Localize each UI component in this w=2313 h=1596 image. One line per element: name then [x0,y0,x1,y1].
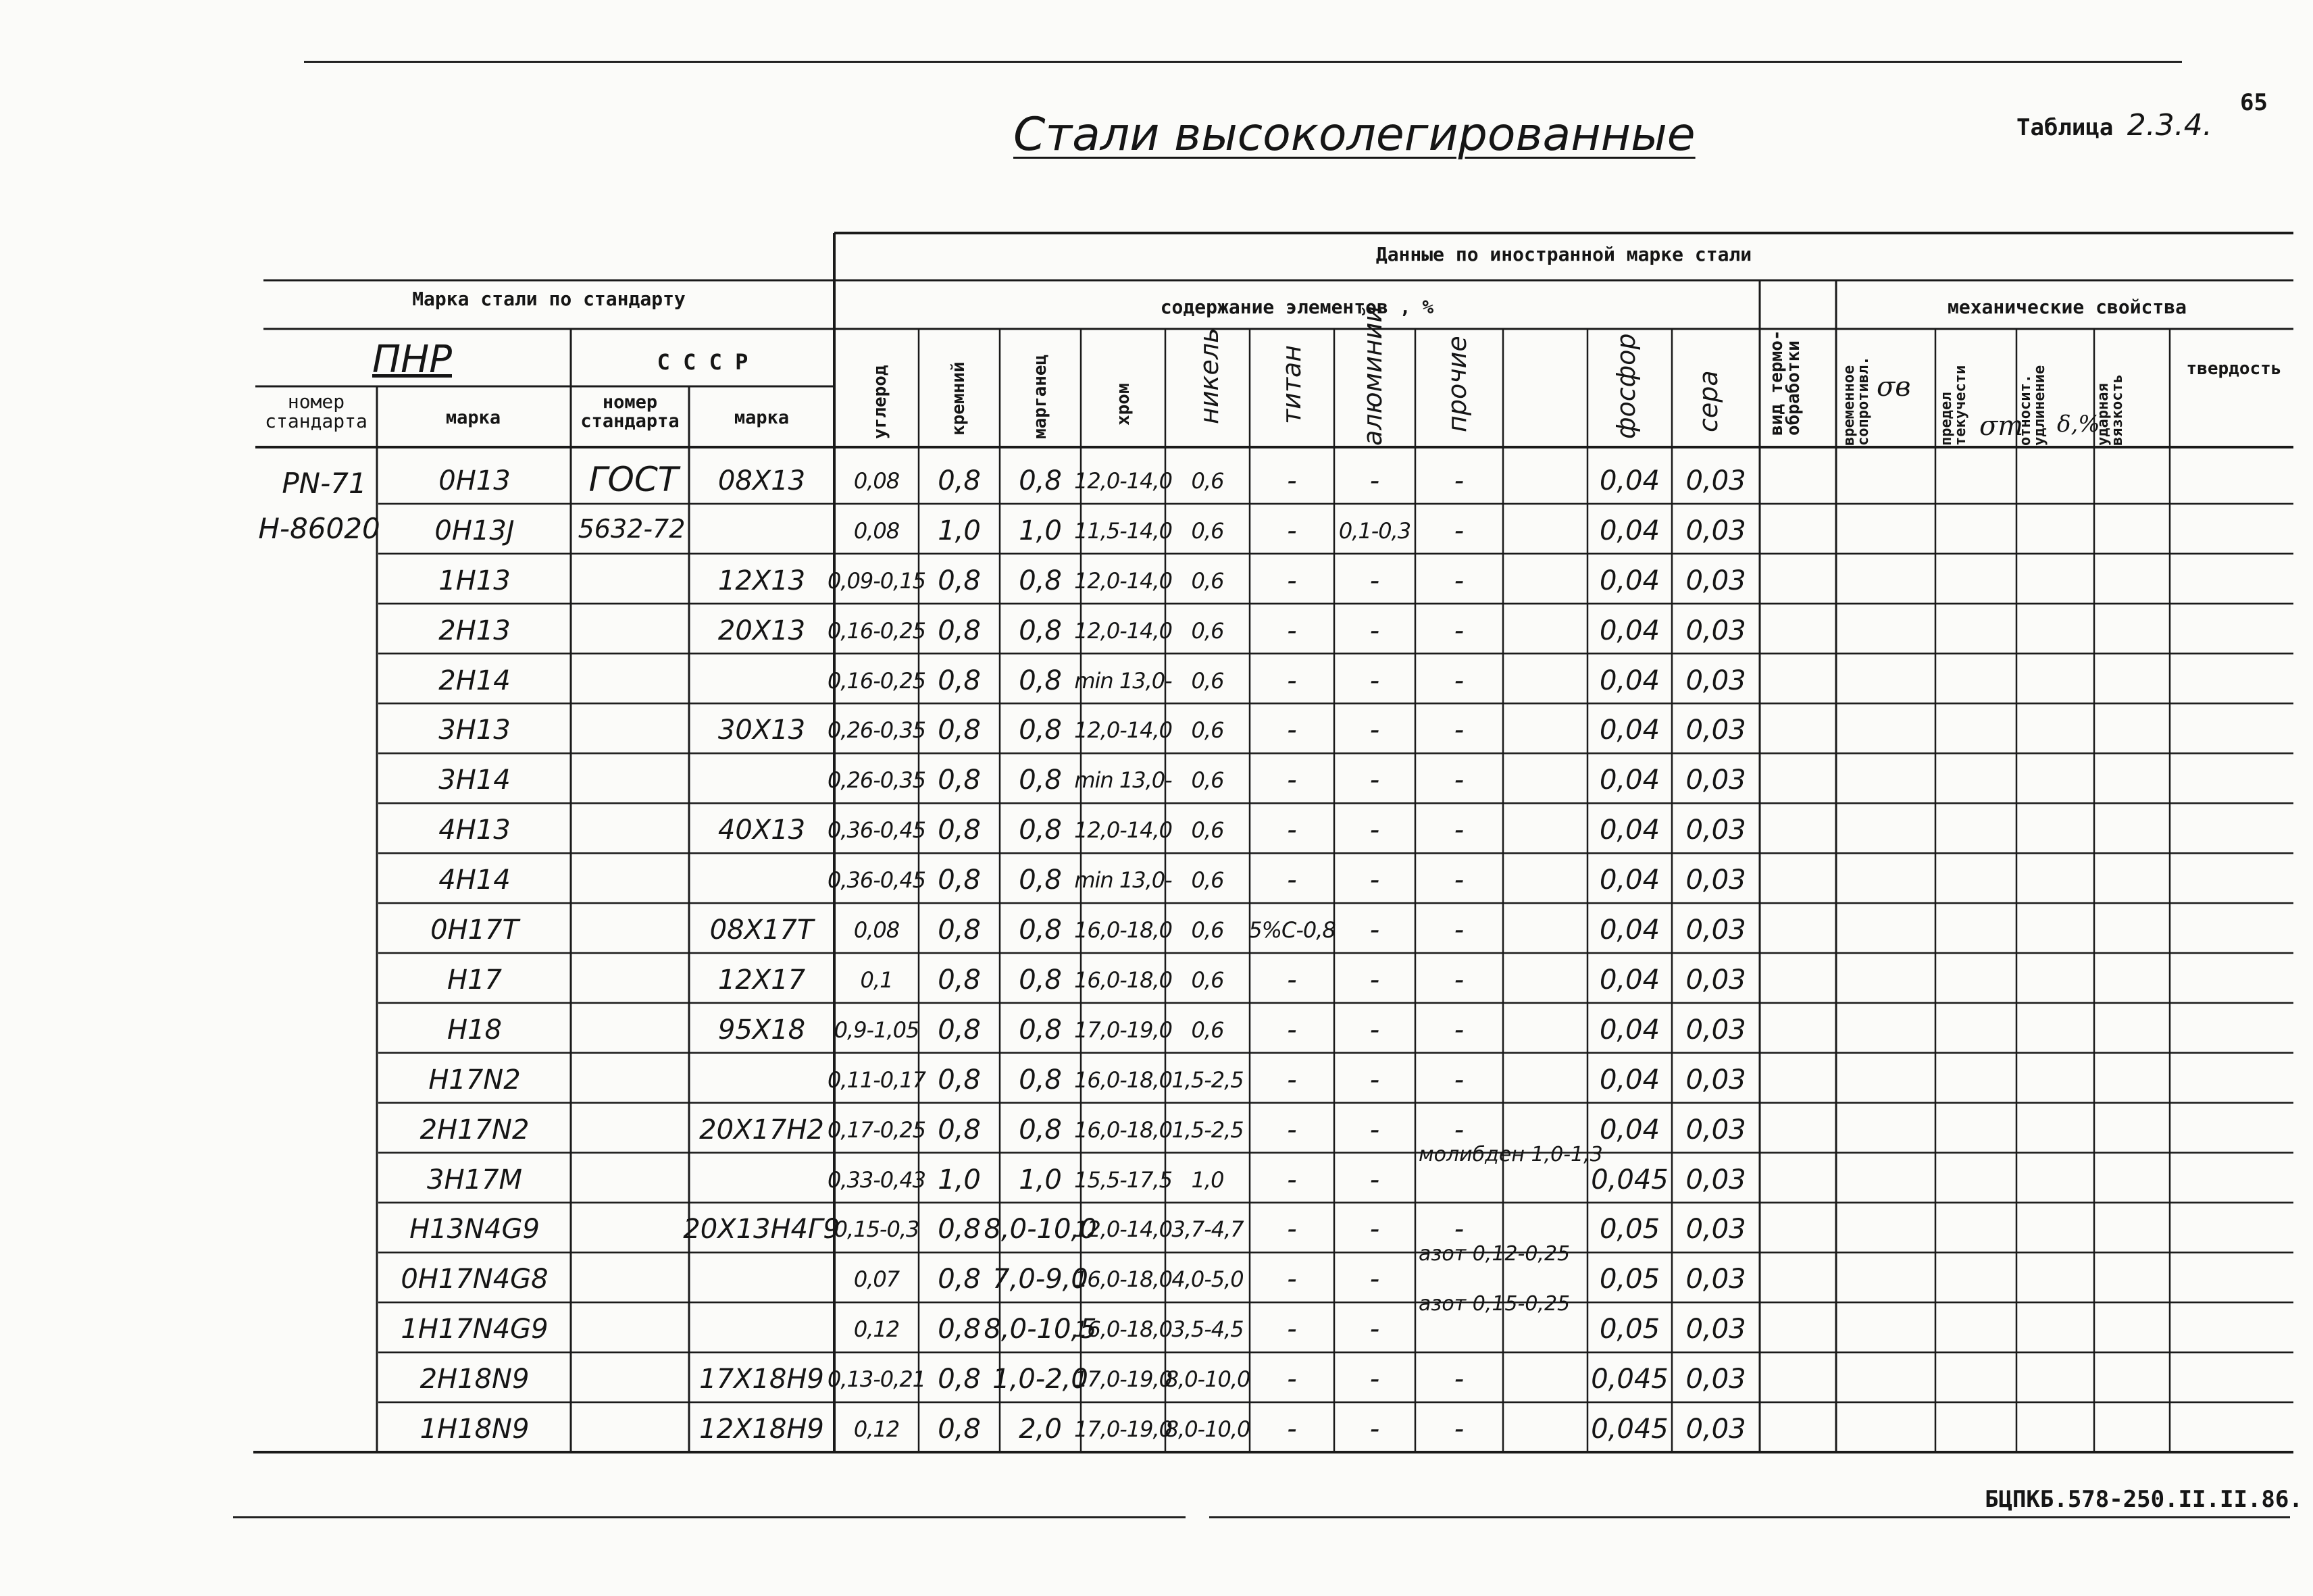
cell-al: 0,1-0,3 [1338,517,1411,544]
cell-c: 0,09-0,15 [827,567,926,594]
header-grade-by-standard: Марка стали по стандарту [412,288,686,310]
cell-pnr: 1H17N4G9 [401,1314,549,1345]
cell-p: 0,045 [1591,1164,1669,1195]
header-element-content: содержание элементов , % [1160,296,1434,318]
cell-s: 0,03 [1685,865,1746,896]
cell-cr: 12,0-14,0 [1073,567,1173,594]
cell-mn: 0,8 [1019,615,1062,646]
cell-al: - [1369,1264,1380,1295]
cell-c: 0,26-0,35 [827,767,926,794]
cell-other: - [1454,1064,1465,1096]
cell-si: 0,8 [938,1364,981,1395]
cell-ni: 0,6 [1191,767,1224,794]
table-label-text: Таблица [2016,114,2114,141]
cell-p: 0,04 [1599,515,1660,546]
cell-pnr: 1H18N9 [420,1414,530,1445]
cell-cr: 17,0-19,0 [1073,1016,1173,1043]
cell-pnr: 0H17T [430,915,519,946]
cell-ti: - [1287,565,1297,596]
cell-si: 0,8 [938,665,981,696]
cell-ussr [689,1258,834,1301]
mech-symbol-yield: σт [1979,411,2024,442]
cell-mn: 0,8 [1019,815,1062,846]
cell-ussr: 12X17 [717,964,806,996]
cell-cr: 17,0-19,0 [1073,1416,1173,1443]
cell-mn: 0,8 [1019,565,1062,596]
header-pnr: ПНР [372,338,452,382]
cell-s: 0,03 [1685,1214,1746,1245]
cell-pnr: 2H14 [438,665,511,696]
header-pnr-standard-number: номер стандарта [265,390,367,433]
page-title: Стали высоколегированные [1013,108,1696,161]
cell-al: - [1369,1114,1380,1145]
cell-p: 0,04 [1599,565,1660,596]
cell-cr: min 13,0- [1074,867,1172,894]
cell-s: 0,03 [1685,515,1746,546]
cell-ti: - [1287,715,1297,746]
cell-ti: - [1287,1064,1297,1096]
cell-si: 0,8 [938,565,981,596]
cell-cr: 12,0-14,0 [1073,1216,1173,1243]
cell-ussr: 12X18H9 [699,1414,824,1445]
element-label-manganese: марганец [1030,354,1050,439]
cell-other: азот 0,15-0,25 [1419,1292,1571,1316]
cell-cr: 16,0-18,0 [1073,1116,1173,1143]
cell-mn: 2,0 [1019,1414,1062,1445]
cell-pnr: 0H13 [438,465,511,496]
cell-pnr: 2H18N9 [420,1364,530,1395]
cell-al: - [1369,865,1380,896]
cell-pnr: 4H13 [438,815,511,846]
cell-ti: - [1287,1414,1297,1445]
cell-ussr: 95X18 [717,1014,806,1046]
cell-al: - [1369,1364,1380,1395]
cell-mn: 8,0-10,0 [984,1214,1097,1245]
cell-pnr: 2H17N2 [420,1114,530,1145]
cell-ussr [689,509,834,552]
cell-ni: 1,5-2,5 [1171,1116,1244,1143]
cell-cr: 15,5-17,5 [1073,1166,1173,1193]
header-mechanical: механические свойства [1947,296,2187,318]
cell-ni: 0,6 [1191,617,1224,644]
cell-ti: - [1287,765,1297,796]
cell-mn: 8,0-10,5 [984,1314,1097,1345]
cell-c: 0,07 [853,1266,900,1293]
cell-si: 0,8 [938,964,981,996]
cell-pnr: 4H14 [438,865,511,896]
cell-s: 0,03 [1685,915,1746,946]
cell-al: - [1369,615,1380,646]
cell-s: 0,03 [1685,715,1746,746]
cell-c: 0,08 [853,517,900,544]
cell-al: - [1369,665,1380,696]
cell-ti: - [1287,1264,1297,1295]
cell-al: - [1369,815,1380,846]
cell-mn: 0,8 [1019,1114,1062,1145]
cell-cr: 12,0-14,0 [1073,617,1173,644]
cell-ti: - [1287,1014,1297,1046]
cell-ni: 0,6 [1191,867,1224,894]
cell-ti: - [1287,815,1297,846]
cell-p: 0,045 [1591,1364,1669,1395]
cell-ussr [689,758,834,802]
cell-cr: 16,0-18,0 [1073,1066,1173,1093]
cell-s: 0,03 [1685,1364,1746,1395]
cell-ni: 1,0 [1191,1166,1224,1193]
element-label-carbon: углерод [870,365,890,439]
cell-cr: 12,0-14,0 [1073,467,1173,494]
cell-c: 0,26-0,35 [827,717,926,744]
cell-si: 0,8 [938,1314,981,1345]
cell-p: 0,04 [1599,1064,1660,1096]
cell-s: 0,03 [1685,815,1746,846]
cell-c: 0,12 [853,1316,900,1343]
cell-ni: 0,6 [1191,667,1224,694]
element-label-titanium: титан [1277,344,1306,424]
cell-cr: 17,0-19,0 [1073,1366,1173,1393]
cell-si: 0,8 [938,865,981,896]
cell-other: - [1454,865,1465,896]
cell-mn: 0,8 [1019,915,1062,946]
cell-mn: 0,8 [1019,1014,1062,1046]
cell-p: 0,04 [1599,715,1660,746]
cell-cr: 16,0-18,0 [1073,1266,1173,1293]
cell-al: - [1369,915,1380,946]
cell-c: 0,08 [853,467,900,494]
cell-s: 0,03 [1685,565,1746,596]
cell-pnr: H17 [447,964,502,996]
cell-pnr: H17N2 [428,1064,521,1096]
cell-al: - [1369,1414,1380,1445]
cell-al: - [1369,1014,1380,1046]
cell-ti: - [1287,665,1297,696]
page-number: 65 [2240,89,2268,116]
cell-s: 0,03 [1685,1064,1746,1096]
cell-other: - [1454,964,1465,996]
cell-ni: 0,6 [1191,517,1224,544]
cell-ussr: 30X13 [717,715,806,746]
mech-symbol-elongation: δ,% [2057,411,2100,438]
element-label-aluminium: алюминий [1358,305,1388,446]
cell-pnr: 2H13 [438,615,511,646]
cell-cr: 16,0-18,0 [1073,1316,1173,1343]
cell-ti: - [1287,1164,1297,1195]
cell-mn: 0,8 [1019,765,1062,796]
mech-label-impact: ударная вязкость [2095,374,2126,446]
cell-s: 0,03 [1685,465,1746,496]
cell-c: 0,12 [853,1416,900,1443]
cell-ni: 0,6 [1191,717,1224,744]
cell-cr: min 13,0- [1074,667,1172,694]
cell-ti: - [1287,1364,1297,1395]
cell-mn: 0,8 [1019,465,1062,496]
cell-p: 0,05 [1599,1314,1660,1345]
cell-other: - [1454,1364,1465,1395]
cell-pnr: 3H17M [427,1164,522,1195]
mech-label-yield: предел текучести [1938,365,1969,446]
cell-ni: 0,6 [1191,467,1224,494]
element-label-sulfur: сера [1694,370,1723,432]
cell-ti: - [1287,465,1297,496]
cell-other: - [1454,1114,1465,1145]
cell-other: - [1454,1214,1465,1245]
cell-other: - [1454,565,1465,596]
cell-p: 0,04 [1599,465,1660,496]
cell-pnr: H13N4G9 [409,1214,540,1245]
cell-ussr [689,659,834,702]
cell-ti: - [1287,1114,1297,1145]
cell-c: 0,15-0,3 [834,1216,919,1243]
cell-ussr [689,858,834,902]
cell-si: 1,0 [938,515,981,546]
cell-s: 0,03 [1685,615,1746,646]
cell-mn: 0,8 [1019,865,1062,896]
cell-s: 0,03 [1685,765,1746,796]
cell-ni: 3,7-4,7 [1171,1216,1244,1243]
cell-c: 0,08 [853,917,900,944]
cell-ussr: 20X13 [717,615,806,646]
cell-ussr: 12X13 [717,565,806,596]
cell-si: 0,8 [938,465,981,496]
cell-ussr [689,1058,834,1102]
cell-ti: - [1287,865,1297,896]
cell-mn: 0,8 [1019,715,1062,746]
cell-ti: - [1287,964,1297,996]
cell-mn: 0,8 [1019,964,1062,996]
cell-c: 0,11-0,17 [827,1066,926,1093]
cell-al: - [1369,465,1380,496]
cell-al: - [1369,964,1380,996]
cell-ti: - [1287,1314,1297,1345]
header-ussr: С С С Р [657,349,748,375]
cell-other: - [1454,715,1465,746]
ussr-standard-gost: ГОСТ [588,460,679,499]
cell-ni: 0,6 [1191,967,1224,993]
cell-s: 0,03 [1685,1114,1746,1145]
cell-other: - [1454,1414,1465,1445]
cell-si: 0,8 [938,615,981,646]
pnr-standard-pn71: PN-71 [282,467,367,500]
cell-s: 0,03 [1685,665,1746,696]
mech-symbol-tensile: σв [1877,371,1911,403]
mech-label-elongation: относит. удлинение [2017,365,2048,446]
cell-p: 0,04 [1599,665,1660,696]
cell-other: - [1454,815,1465,846]
document-code: БЦПКБ.578-250.II.II.86. [1985,1486,2303,1513]
cell-s: 0,03 [1685,964,1746,996]
cell-pnr: 0H13J [434,515,515,546]
cell-p: 0,04 [1599,1014,1660,1046]
cell-ni: 0,6 [1191,817,1224,844]
cell-ussr: 20X17H2 [699,1114,824,1145]
cell-p: 0,04 [1599,815,1660,846]
header-ussr-grade: марка [734,407,790,428]
cell-si: 0,8 [938,1414,981,1445]
cell-c: 0,17-0,25 [827,1116,926,1143]
cell-other: - [1454,615,1465,646]
cell-ussr: 17X18H9 [699,1364,824,1395]
cell-si: 0,8 [938,1014,981,1046]
cell-ussr: 08X17T [709,915,814,946]
cell-cr: 16,0-18,0 [1073,967,1173,993]
cell-s: 0,03 [1685,1314,1746,1345]
cell-mn: 0,8 [1019,1064,1062,1096]
cell-c: 0,36-0,45 [827,867,926,894]
cell-s: 0,03 [1685,1414,1746,1445]
table-number: 2.3.4. [2127,108,2212,143]
cell-other: - [1454,515,1465,546]
cell-s: 0,03 [1685,1164,1746,1195]
cell-cr: 11,5-14,0 [1073,517,1173,544]
cell-s: 0,03 [1685,1264,1746,1295]
cell-al: - [1369,1064,1380,1096]
cell-al: - [1369,1314,1380,1345]
cell-al: - [1369,715,1380,746]
cell-ussr [689,1308,834,1351]
cell-p: 0,04 [1599,865,1660,896]
cell-pnr: 0H17N4G8 [401,1264,549,1295]
cell-si: 0,8 [938,1264,981,1295]
element-label-nickel: никель [1194,328,1224,424]
cell-other: азот 0,12-0,25 [1419,1242,1571,1266]
cell-ni: 0,6 [1191,917,1224,944]
cell-mn: 1,0 [1019,1164,1062,1195]
cell-other: - [1454,665,1465,696]
cell-ti: 5%C-0,8 [1248,917,1336,944]
cell-c: 0,33-0,43 [827,1166,926,1193]
element-label-other: прочие [1442,336,1472,432]
cell-other: - [1454,465,1465,496]
cell-s: 0,03 [1685,1014,1746,1046]
cell-c: 0,13-0,21 [827,1366,926,1393]
cell-p: 0,04 [1599,915,1660,946]
cell-cr: 16,0-18,0 [1073,917,1173,944]
element-label-chromium: хром [1113,383,1134,426]
cell-al: - [1369,1214,1380,1245]
cell-al: - [1369,765,1380,796]
cell-si: 0,8 [938,1114,981,1145]
ussr-standard-5632: 5632-72 [578,514,686,544]
cell-ussr: 40X13 [717,815,806,846]
cell-other: молибден 1,0-1,3 [1419,1142,1603,1166]
cell-p: 0,045 [1591,1414,1669,1445]
cell-p: 0,05 [1599,1214,1660,1245]
cell-si: 0,8 [938,1064,981,1096]
cell-si: 1,0 [938,1164,981,1195]
cell-mn: 1,0 [1019,515,1062,546]
cell-ni: 0,6 [1191,567,1224,594]
mech-label-hardness: твердость [2186,359,2282,379]
cell-pnr: 1H13 [438,565,511,596]
cell-cr: 12,0-14,0 [1073,717,1173,744]
cell-ti: - [1287,1214,1297,1245]
cell-p: 0,04 [1599,765,1660,796]
cell-si: 0,8 [938,765,981,796]
cell-cr: min 13,0- [1074,767,1172,794]
cell-ussr: 08X13 [717,465,806,496]
cell-al: - [1369,1164,1380,1195]
cell-mn: 7,0-9,0 [992,1264,1088,1295]
cell-al: - [1369,565,1380,596]
mech-label-tensile: временное сопротивл. [1841,356,1872,446]
element-label-phosphorus: фосфор [1611,333,1641,439]
cell-ni: 8,0-10,0 [1165,1366,1250,1393]
cell-si: 0,8 [938,715,981,746]
cell-other: - [1454,915,1465,946]
cell-si: 0,8 [938,815,981,846]
header-heat-treatment: вид термо- обработки [1766,330,1804,436]
cell-pnr: 3H14 [438,765,511,796]
cell-ti: - [1287,515,1297,546]
cell-ussr [689,1158,834,1202]
cell-mn: 0,8 [1019,665,1062,696]
cell-p: 0,05 [1599,1264,1660,1295]
header-foreign-data: Данные по иностранной марке стали [1375,243,1752,265]
cell-c: 0,1 [860,967,893,993]
cell-c: 0,16-0,25 [827,617,926,644]
cell-c: 0,36-0,45 [827,817,926,844]
cell-cr: 12,0-14,0 [1073,817,1173,844]
cell-si: 0,8 [938,1214,981,1245]
cell-ni: 4,0-5,0 [1171,1266,1244,1293]
pnr-standard-h86020: H-86020 [258,512,380,545]
cell-other: - [1454,1014,1465,1046]
cell-p: 0,04 [1599,1114,1660,1145]
cell-c: 0,16-0,25 [827,667,926,694]
cell-ussr: 20X13H4Г9 [683,1214,840,1245]
header-ussr-standard-number: номер стандарта [580,392,680,432]
element-label-silicon: кремний [948,361,969,436]
cell-p: 0,04 [1599,964,1660,996]
cell-ni: 1,5-2,5 [1171,1066,1244,1093]
header-pnr-grade: марка [445,407,501,428]
cell-pnr: 3H13 [438,715,511,746]
cell-mn: 1,0-2,0 [992,1364,1088,1395]
cell-pnr: H18 [447,1014,502,1046]
cell-c: 0,9-1,05 [834,1016,919,1043]
cell-si: 0,8 [938,915,981,946]
cell-other: - [1454,765,1465,796]
cell-ti: - [1287,615,1297,646]
cell-p: 0,04 [1599,615,1660,646]
cell-ni: 3,5-4,5 [1171,1316,1244,1343]
cell-ni: 0,6 [1191,1016,1224,1043]
cell-ni: 8,0-10,0 [1165,1416,1250,1443]
